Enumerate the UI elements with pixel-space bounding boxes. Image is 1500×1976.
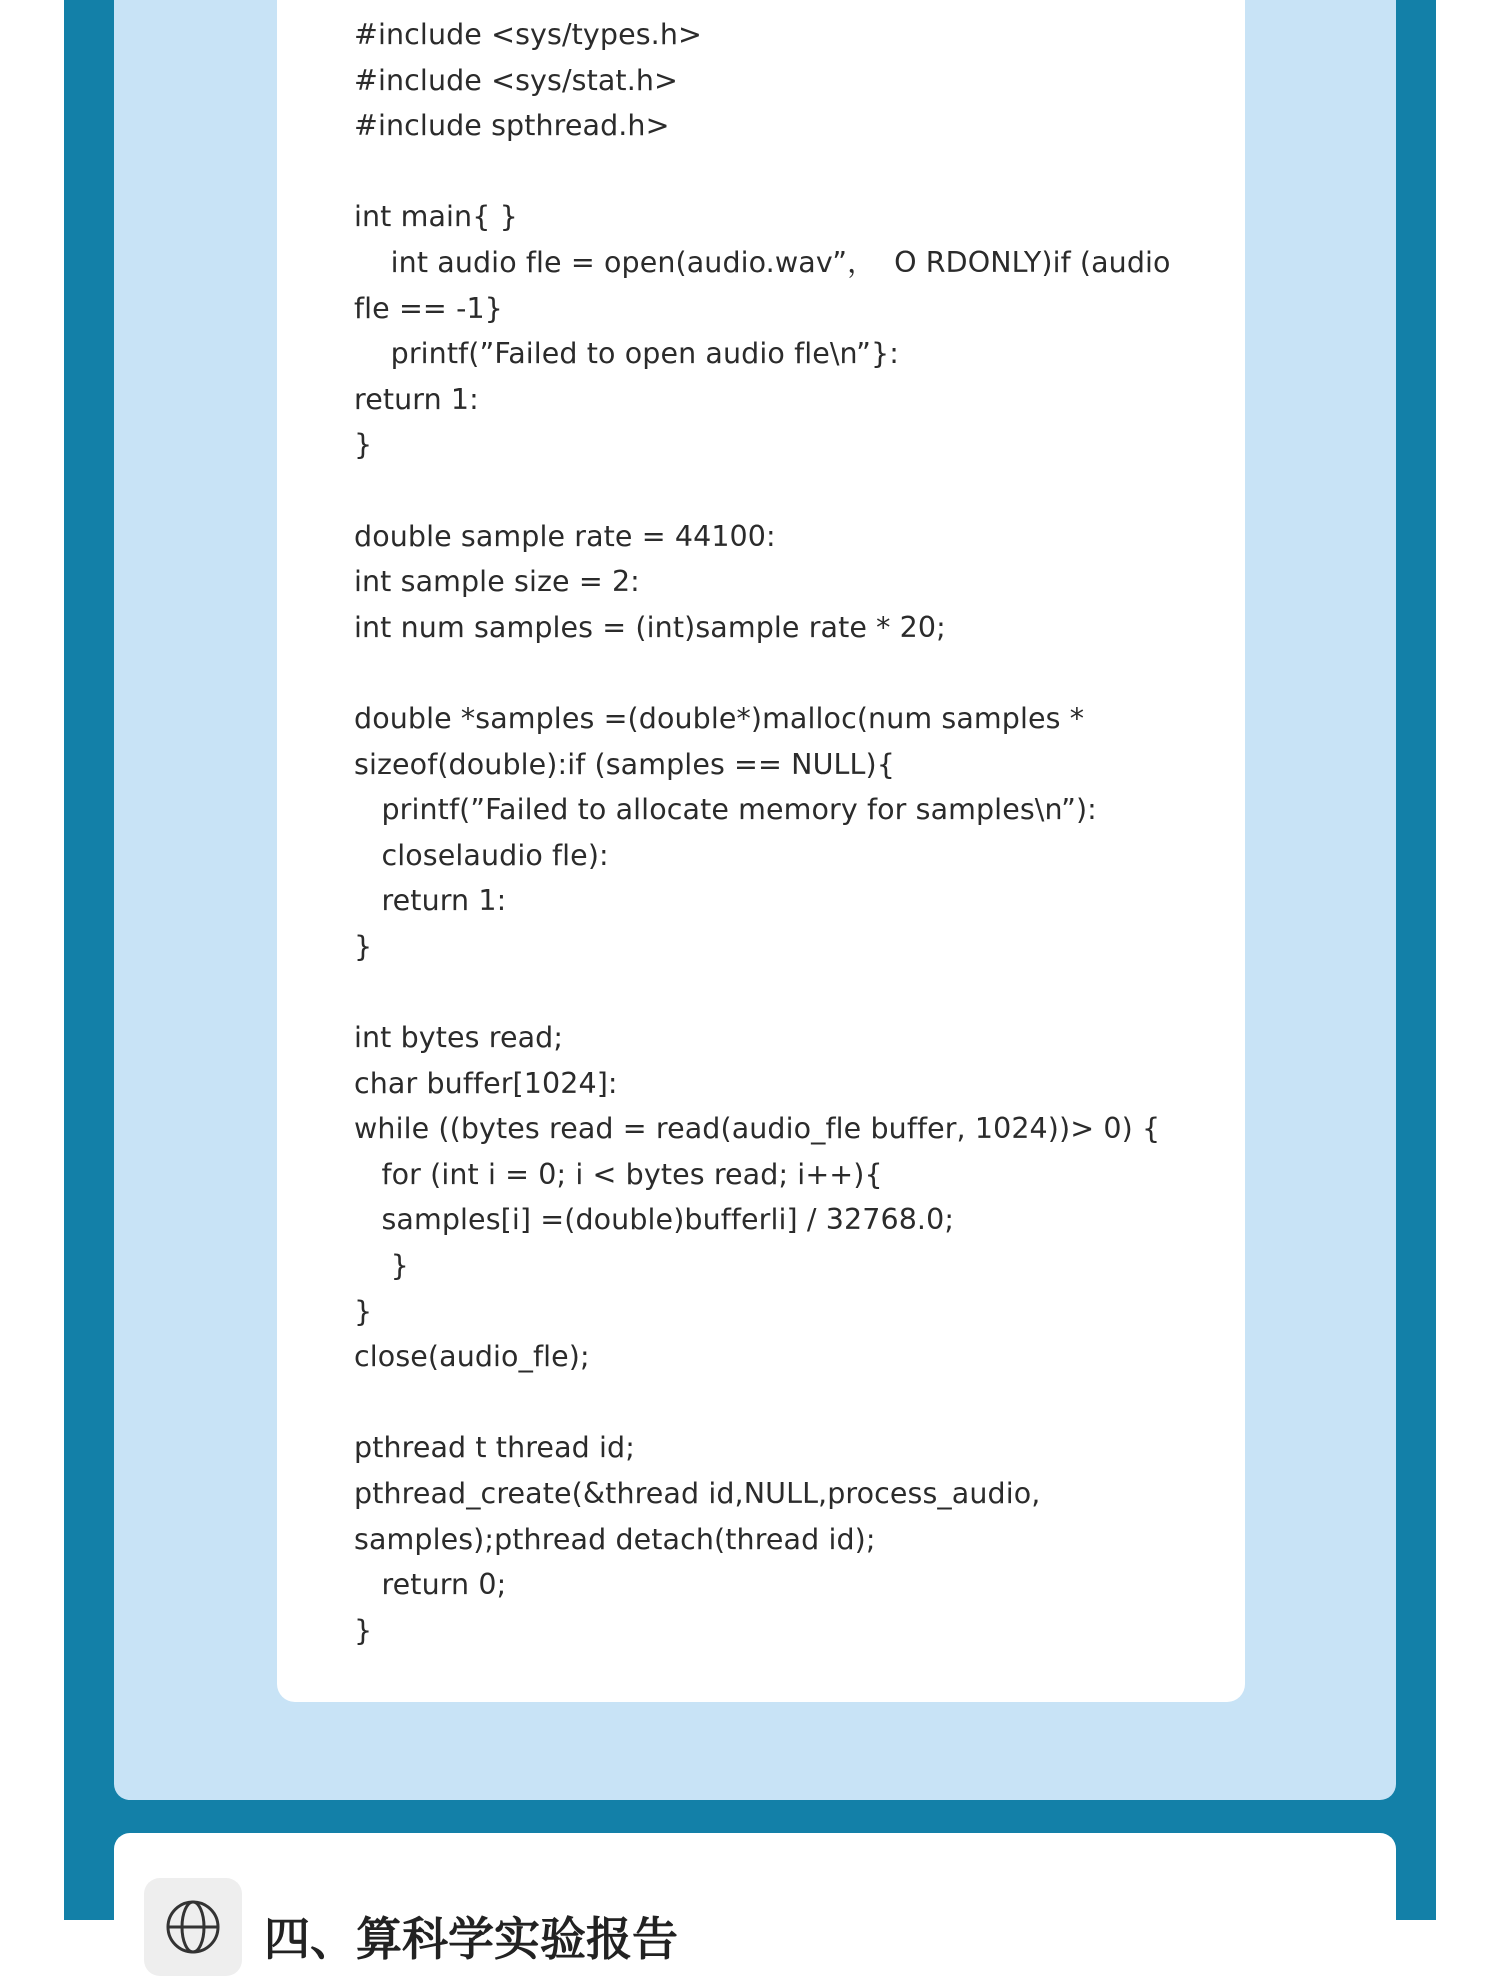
code-line: int main{ } xyxy=(354,200,518,234)
code-line: #include <sys/stat.h> xyxy=(354,63,679,97)
code-line: double sample rate = 44100: xyxy=(354,519,776,553)
code-line: } xyxy=(354,1613,373,1647)
code-line xyxy=(354,468,1245,514)
code-line: #include spthread.h> xyxy=(354,109,670,143)
code-line: double *samples =(double*)malloc(num samples * xyxy=(354,701,1085,735)
code-line: int num samples = (int)sample rate * 20; xyxy=(354,610,946,644)
code-line: return 0; xyxy=(354,1568,507,1602)
code-line: while ((bytes read = read(audio_fle buffer, 1024))> 0) { xyxy=(354,1112,1161,1146)
code-line xyxy=(354,969,1245,1015)
section-title: 四、算科学实验报告 xyxy=(264,1912,678,1966)
code-line: #include <sys/types.h> xyxy=(354,18,702,51)
code-line: closelaudio fle): xyxy=(354,838,609,872)
code-line: printf(”Failed to open audio fle\n”}: xyxy=(354,337,899,371)
code-line xyxy=(354,149,1245,195)
code-line: close(audio_fle); xyxy=(354,1340,590,1374)
code-line: printf(”Failed to allocate memory for samples\n”): xyxy=(354,793,1097,827)
code-line: samples);pthread detach(thread id); xyxy=(354,1522,876,1556)
code-line: int audio fle = open(audio.wav”， O RDONLY)if (audio xyxy=(354,245,1171,279)
code-line: pthread_create(&thread id,NULL,process_audio, xyxy=(354,1477,1041,1510)
code-line: } xyxy=(354,428,373,462)
globe-icon xyxy=(144,1878,242,1976)
code-line: for (int i = 0; i < bytes read; i++){ xyxy=(354,1157,883,1191)
code-line xyxy=(354,650,1245,696)
code-line: pthread t thread id; xyxy=(354,1431,635,1465)
code-line xyxy=(354,1380,1245,1426)
code-line: return 1: xyxy=(354,382,479,416)
section-card[interactable] xyxy=(114,1833,1396,1966)
code-line: int sample size = 2: xyxy=(354,565,640,599)
code-line: fle == -1} xyxy=(354,291,503,325)
code-line: samples[i] =(double)bufferli] / 32768.0; xyxy=(354,1203,955,1237)
code-line: sizeof(double):if (samples == NULL){ xyxy=(354,747,895,781)
code-line: } xyxy=(354,1249,409,1283)
code-block xyxy=(277,0,1245,1702)
code-line: return 1: xyxy=(354,884,507,918)
code-line: char buffer[1024]: xyxy=(354,1066,618,1100)
code-line: } xyxy=(354,1294,373,1328)
code-line: } xyxy=(354,929,373,963)
code-line: int bytes read; xyxy=(354,1021,564,1055)
